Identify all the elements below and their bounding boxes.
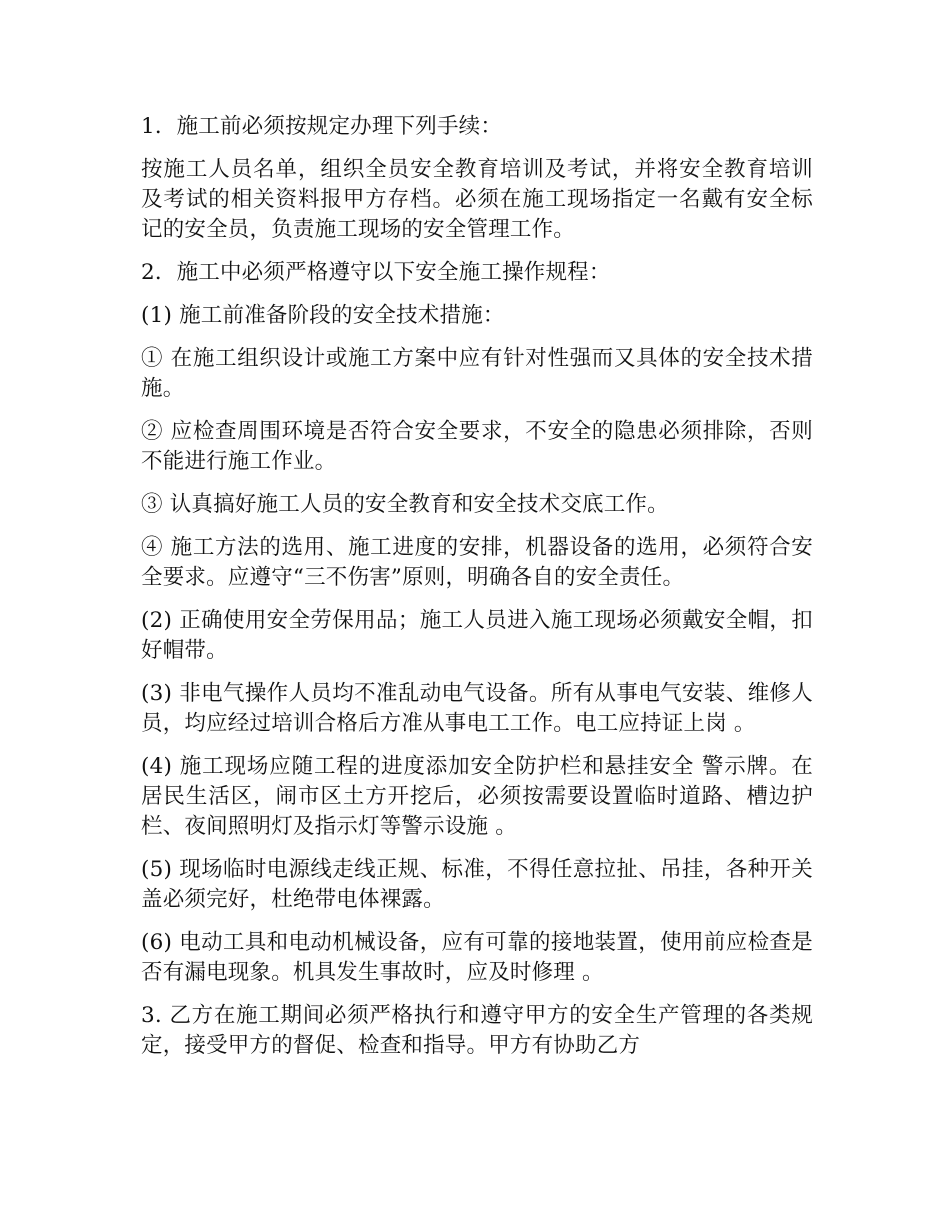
item-4: (4) 施工现场应随工程的进度添加安全防护栏和悬挂安全 警示牌。在居民生活区，闹市区土方开挖后，必须按需要设置临时道路、槽边护栏、夜间照明灯及指示灯等警示设施 。 xyxy=(141,754,813,839)
section-3-paragraph: 3. 乙方在施工期间必须严格执行和遵守甲方的安全生产管理的各类规定，接受甲方的督促、检查和指导。甲方有协助乙方 xyxy=(141,1003,813,1058)
sub-item-4: ④ 施工方法的选用、施工进度的安排，机器设备的选用，必须符合安全要求。应遵守“三不伤害”原则，明确各自的安全责任。 xyxy=(141,535,813,590)
section-2-heading: 2．施工中必须严格遵守以下安全施工操作规程： xyxy=(141,260,611,285)
sub-item-3: ③ 认真搞好施工人员的安全教育和安全技术交底工作。 xyxy=(141,492,669,517)
paragraph-safety-training: 按施工人员名单，组织全员安全教育培训及考试，并将安全教育培训及考试的相关资料报甲方存档。必须在施工现场指定一名戴有安全标记的安全员，负责施工现场的安全管理工作。 xyxy=(141,157,813,242)
item-6: (6) 电动工具和电动机械设备，应有可靠的接地装置，使用前应检查是否有漏电现象。机具发生事故时，应及时修理 。 xyxy=(141,930,813,985)
item-3: (3) 非电气操作人员均不准乱动电气设备。所有从事电气安装、维修人员，均应经过培训合格后方准从事电工工作。电工应持证上岗 。 xyxy=(141,681,813,736)
document-body xyxy=(141,112,813,1074)
section-1-heading: 1．施工前必须按规定办理下列手续： xyxy=(141,114,503,139)
sub-item-2: ② 应检查周围环境是否符合安全要求，不安全的隐患必须排除，否则不能进行施工作业。 xyxy=(141,419,813,474)
item-2: (2) 正确使用安全劳保用品；施工人员进入施工现场必须戴安全帽，扣好帽带。 xyxy=(141,608,813,663)
item-1-heading: (1) 施工前准备阶段的安全技术措施： xyxy=(141,303,505,328)
item-5: (5) 现场临时电源线走线正规、标准，不得任意拉扯、吊挂，各种开关盖必须完好，杜绝带电体裸露。 xyxy=(141,857,813,912)
sub-item-1: ① 在施工组织设计或施工方案中应有针对性强而又具体的安全技术措施。 xyxy=(141,346,813,401)
